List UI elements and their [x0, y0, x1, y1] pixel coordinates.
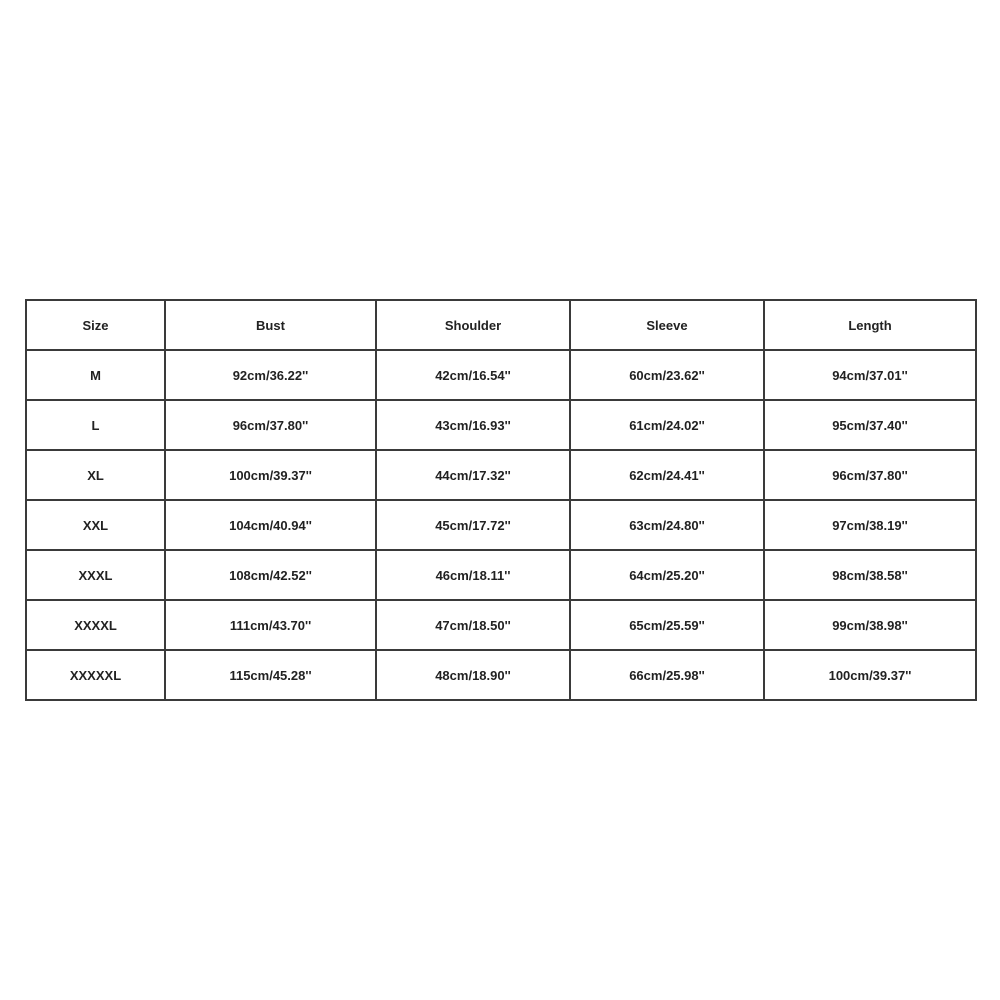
- size-chart-table: [25, 299, 977, 701]
- bust-cell: 115cm/45.28'': [165, 650, 376, 700]
- size-cell: XL: [26, 450, 165, 500]
- sleeve-cell: 62cm/24.41'': [570, 450, 764, 500]
- bust-cell: 111cm/43.70'': [165, 600, 376, 650]
- sleeve-cell: 64cm/25.20'': [570, 550, 764, 600]
- table-row: [26, 450, 976, 500]
- table-row: [26, 550, 976, 600]
- table-row: [26, 650, 976, 700]
- length-cell: 94cm/37.01'': [764, 350, 976, 400]
- size-cell: XXXL: [26, 550, 165, 600]
- header-length: Length: [764, 300, 976, 350]
- header-shoulder: Shoulder: [376, 300, 570, 350]
- bust-cell: 96cm/37.80'': [165, 400, 376, 450]
- size-cell: L: [26, 400, 165, 450]
- sleeve-cell: 60cm/23.62'': [570, 350, 764, 400]
- length-cell: 100cm/39.37'': [764, 650, 976, 700]
- length-cell: 98cm/38.58'': [764, 550, 976, 600]
- table-row: [26, 500, 976, 550]
- length-cell: 95cm/37.40'': [764, 400, 976, 450]
- sleeve-cell: 66cm/25.98'': [570, 650, 764, 700]
- header-size: Size: [26, 300, 165, 350]
- header-sleeve: Sleeve: [570, 300, 764, 350]
- sleeve-cell: 63cm/24.80'': [570, 500, 764, 550]
- header-bust: Bust: [165, 300, 376, 350]
- table-row: [26, 350, 976, 400]
- sleeve-cell: 65cm/25.59'': [570, 600, 764, 650]
- size-cell: XXXXL: [26, 600, 165, 650]
- length-cell: 96cm/37.80'': [764, 450, 976, 500]
- bust-cell: 108cm/42.52'': [165, 550, 376, 600]
- shoulder-cell: 46cm/18.11'': [376, 550, 570, 600]
- bust-cell: 92cm/36.22'': [165, 350, 376, 400]
- size-cell: XXL: [26, 500, 165, 550]
- bust-cell: 104cm/40.94'': [165, 500, 376, 550]
- shoulder-cell: 44cm/17.32'': [376, 450, 570, 500]
- shoulder-cell: 45cm/17.72'': [376, 500, 570, 550]
- length-cell: 99cm/38.98'': [764, 600, 976, 650]
- shoulder-cell: 42cm/16.54'': [376, 350, 570, 400]
- shoulder-cell: 47cm/18.50'': [376, 600, 570, 650]
- size-cell: M: [26, 350, 165, 400]
- size-cell: XXXXXL: [26, 650, 165, 700]
- bust-cell: 100cm/39.37'': [165, 450, 376, 500]
- table-row: [26, 600, 976, 650]
- shoulder-cell: 48cm/18.90'': [376, 650, 570, 700]
- table-header-row: [26, 300, 976, 350]
- length-cell: 97cm/38.19'': [764, 500, 976, 550]
- sleeve-cell: 61cm/24.02'': [570, 400, 764, 450]
- table-row: [26, 400, 976, 450]
- shoulder-cell: 43cm/16.93'': [376, 400, 570, 450]
